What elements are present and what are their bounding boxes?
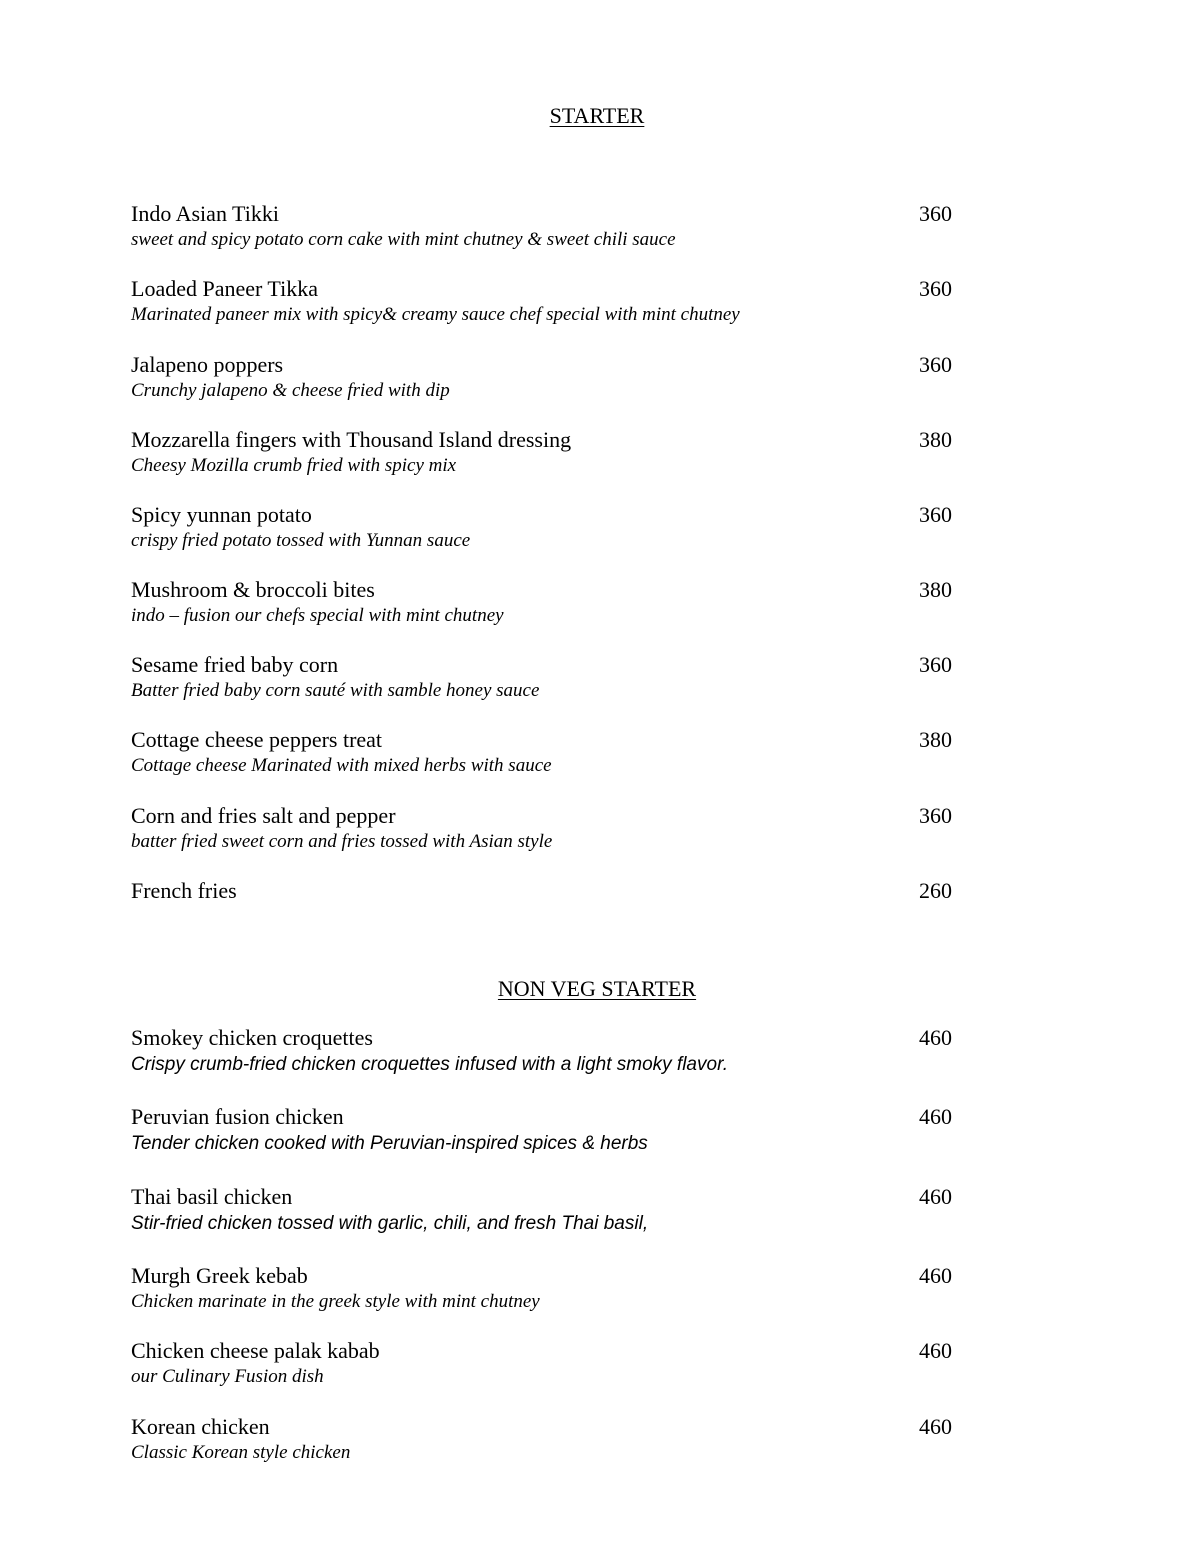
item-name: Smokey chicken croquettes bbox=[131, 1025, 373, 1050]
item-name: Murgh Greek kebab bbox=[131, 1263, 308, 1288]
item-price: 460 bbox=[919, 1184, 952, 1209]
section-title-non-veg-starter: NON VEG STARTER bbox=[497, 976, 697, 1001]
item-price: 360 bbox=[919, 502, 952, 527]
item-price: 460 bbox=[919, 1263, 952, 1288]
item-name: Indo Asian Tikki bbox=[131, 201, 279, 226]
item-name: Sesame fried baby corn bbox=[131, 652, 339, 677]
item-name: Chicken cheese palak kabab bbox=[131, 1338, 380, 1363]
menu-item bbox=[131, 1414, 961, 1463]
item-name: Korean chicken bbox=[131, 1414, 270, 1439]
item-description: Classic Korean style chicken bbox=[131, 1442, 351, 1463]
item-description: Chicken marinate in the greek style with mint chutney bbox=[131, 1291, 540, 1312]
item-description: Tender chicken cooked with Peruvian-inspired spices & herbs bbox=[131, 1133, 648, 1154]
item-description: our Culinary Fusion dish bbox=[131, 1366, 324, 1387]
item-description: Cheesy Mozilla crumb fried with spicy mix bbox=[131, 455, 457, 476]
item-price: 460 bbox=[919, 1104, 952, 1129]
item-name: Cottage cheese peppers treat bbox=[131, 727, 383, 752]
menu-item bbox=[131, 577, 961, 626]
item-name: Jalapeno poppers bbox=[131, 352, 284, 377]
item-price: 460 bbox=[919, 1025, 952, 1050]
item-description: batter fried sweet corn and fries tossed with Asian style bbox=[131, 831, 553, 852]
item-description: Stir-fried chicken tossed with garlic, chili, and fresh Thai basil, bbox=[131, 1213, 649, 1234]
item-price: 360 bbox=[919, 652, 952, 677]
item-description: sweet and spicy potato corn cake with mint chutney & sweet chili sauce bbox=[131, 229, 676, 250]
menu-item bbox=[131, 502, 961, 551]
item-price: 260 bbox=[919, 878, 952, 903]
item-price: 360 bbox=[919, 803, 952, 828]
item-description: Cottage cheese Marinated with mixed herbs with sauce bbox=[131, 755, 552, 776]
item-price: 380 bbox=[919, 577, 952, 602]
menu-item bbox=[131, 276, 961, 325]
menu-item bbox=[131, 1104, 961, 1154]
item-description: Batter fried baby corn sauté with samble honey sauce bbox=[131, 680, 540, 701]
item-price: 460 bbox=[919, 1338, 952, 1363]
item-price: 380 bbox=[919, 727, 952, 752]
menu-item bbox=[131, 352, 961, 401]
item-price: 380 bbox=[919, 427, 952, 452]
menu-item bbox=[131, 1338, 961, 1387]
item-name: Mozzarella fingers with Thousand Island dressing bbox=[131, 427, 572, 452]
item-name: Corn and fries salt and pepper bbox=[131, 803, 396, 828]
item-name: Thai basil chicken bbox=[131, 1184, 293, 1209]
item-price: 360 bbox=[919, 352, 952, 377]
item-price: 360 bbox=[919, 276, 952, 301]
item-description: Marinated paneer mix with spicy& creamy sauce chef special with mint chutney bbox=[131, 304, 740, 325]
item-price: 460 bbox=[919, 1414, 952, 1439]
menu-item bbox=[131, 1263, 961, 1312]
item-description: indo – fusion our chefs special with mint chutney bbox=[131, 605, 504, 626]
item-description: crispy fried potato tossed with Yunnan sauce bbox=[131, 530, 471, 551]
menu-item bbox=[131, 427, 961, 476]
menu-item bbox=[131, 201, 961, 250]
item-price: 360 bbox=[919, 201, 952, 226]
item-name: Mushroom & broccoli bites bbox=[131, 577, 375, 602]
menu-item bbox=[131, 878, 961, 904]
menu-item bbox=[131, 1025, 961, 1075]
menu-item bbox=[131, 652, 961, 701]
menu-item bbox=[131, 1184, 961, 1234]
item-name: Peruvian fusion chicken bbox=[131, 1104, 344, 1129]
menu-item bbox=[131, 803, 961, 852]
item-description: Crunchy jalapeno & cheese fried with dip bbox=[131, 380, 450, 401]
item-description: Crispy crumb-fried chicken croquettes infused with a light smoky flavor. bbox=[131, 1054, 728, 1075]
item-name: French fries bbox=[131, 878, 237, 903]
section-title-starter: STARTER bbox=[549, 103, 645, 128]
menu-item bbox=[131, 727, 961, 776]
item-name: Loaded Paneer Tikka bbox=[131, 276, 318, 301]
item-name: Spicy yunnan potato bbox=[131, 502, 312, 527]
